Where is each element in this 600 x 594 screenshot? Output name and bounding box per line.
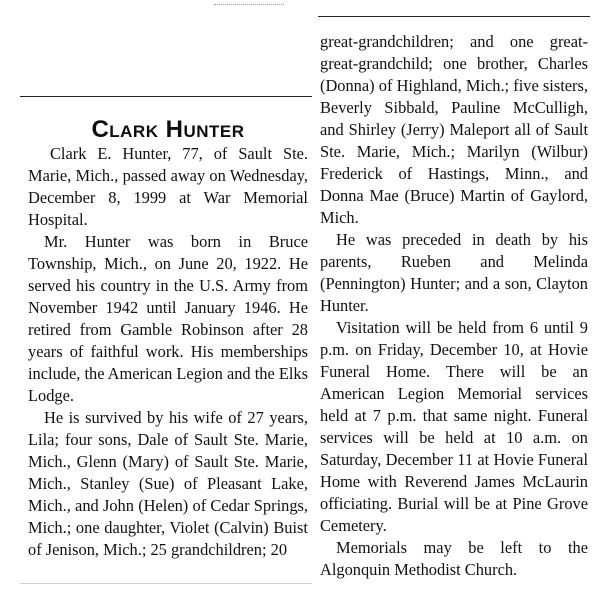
obituary-paragraph-memorials: Memorials may be left to the Algonquin Methodist Church. (320, 538, 588, 579)
obituary-paragraph-death-notice: Clark E. Hunter, 77, of Sault Ste. Marie, Mich., passed away on Wednesday, December 8, 1999 at War Memorial Hospital. (28, 144, 308, 229)
obituary-left-column (20, 96, 312, 584)
obituary-paragraph-preceded: He was preceded in death by his parents, Rueben and Melinda (Pennington) Hunter; and a son, Clayton Hunter. (320, 230, 588, 315)
obituary-paragraph-survivors-continued: great-grandchildren; and one great-great-grandchild; one brother, Charles (Donna) of Highland, Mich.; five sisters, Beverly Sibbald, Pauline McCulligh, and Shirley (Jerry) Maleport all of Sault Ste. Marie, Mich.; Marilyn (Wilbur) Frederick of Hastings, Minn., and Donna Mae (Bruce) Martin of Gaylord, Mich. (320, 32, 588, 227)
obituary-paragraph-survivors: He is survived by his wife of 27 years, Lila; four sons, Dale of Sault Ste. Marie, Mich., Glenn (Mary) of Sault Ste. Marie, Mich., Stanley (Sue) of Pleasant Lake, Mich., and John (Helen) of Cedar Springs, Mich.; one daughter, Violet (Calvin) Buist of Jenison, Mich.; 25 grandchildren; 20 (28, 408, 308, 559)
right-column-text (318, 31, 590, 581)
obituary-paragraph-services: Visitation will be held from 6 until 9 p.m. on Friday, December 10, at Hovie Funeral Home. There will be an American Legion Memorial services held at 7 p.m. that same night. Funeral services will be held at 10 a.m. on Saturday, December 11 at Hovie Funeral Home with Reverend James McLaurin officiating. Burial will be at Pine Grove Cemetery. (320, 318, 588, 535)
torn-edge-fragment (214, 0, 284, 5)
obituary-right-column (318, 16, 590, 579)
left-column-text (20, 116, 312, 561)
obituary-paragraph-biography: Mr. Hunter was born in Bruce Township, Mich., on June 20, 1922. He served his country in the U.S. Army from November 1942 until January 1946. He retired from Gamble Robinson after 28 years of faithful work. His memberships include, the American Legion and the Elks Lodge. (28, 232, 308, 405)
obituary-headline: Clark Hunter (91, 116, 245, 143)
